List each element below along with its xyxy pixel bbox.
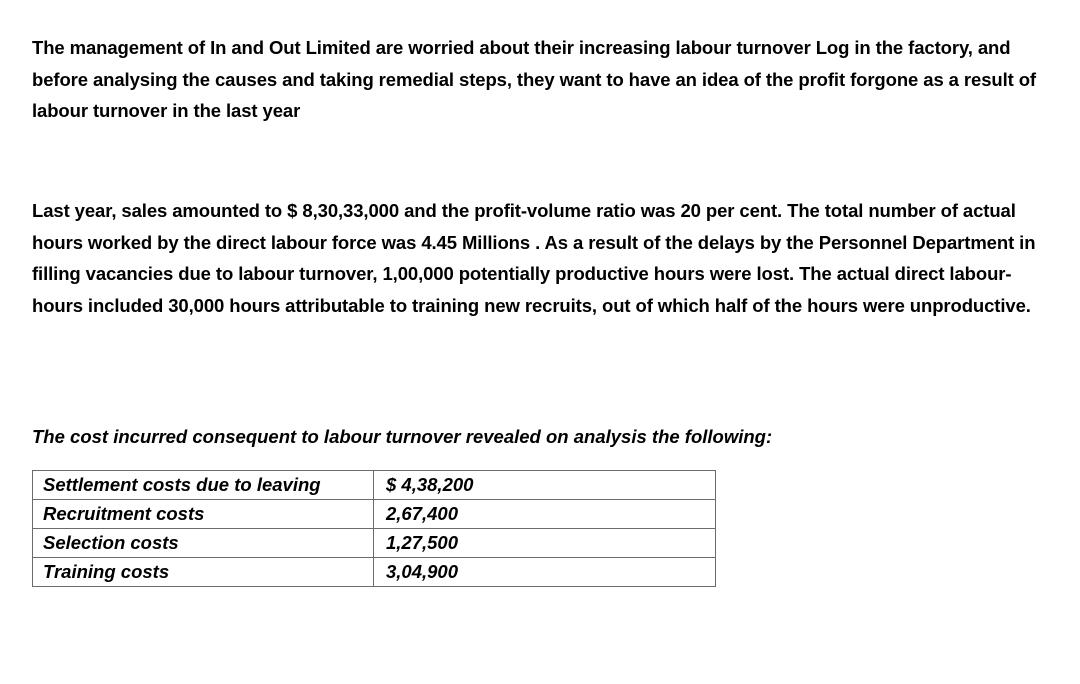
paragraph-facts: Last year, sales amounted to $ 8,30,33,000 and the profit-volume ratio was 20 per cent. The total number of actual hours worked by the direct labour force was 4.45 Millions . As a result of the delays by the Personnel Department in filling vacancies due to labour turnover, 1,00,000 potentially productive hours were lost. The actual direct labour-hours included 30,000 hours attributable to training new recruits, out of which half of the hours were unproductive. [32, 200, 1036, 316]
table-row [33, 471, 716, 500]
costs-table [32, 470, 716, 587]
paragraph-context: The management of In and Out Limited are worried about their increasing labour turnover Log in the factory, and before analysing the causes and taking remedial steps, they want to have an idea of the profit forgone as a result of labour turnover in the last year [32, 37, 1036, 121]
cost-label: Recruitment costs [33, 500, 374, 529]
table-row [33, 558, 716, 587]
cost-value: 1,27,500 [374, 529, 716, 558]
cost-value: $ 4,38,200 [374, 471, 716, 500]
table-intro: The cost incurred consequent to labour turnover revealed on analysis the following: [32, 426, 773, 447]
cost-value: 3,04,900 [374, 558, 716, 587]
cost-label: Settlement costs due to leaving [33, 471, 374, 500]
cost-label: Selection costs [33, 529, 374, 558]
table-row [33, 529, 716, 558]
table-row [33, 500, 716, 529]
cost-value: 2,67,400 [374, 500, 716, 529]
cost-label: Training costs [33, 558, 374, 587]
